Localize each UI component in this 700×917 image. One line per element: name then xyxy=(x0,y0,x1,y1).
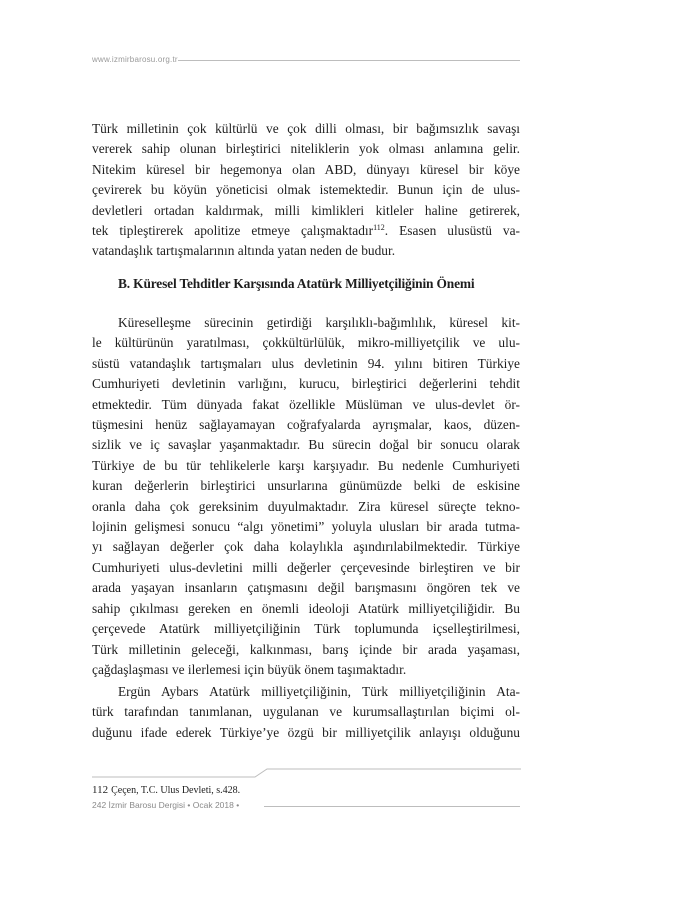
footnote-reference: 112 xyxy=(373,223,385,233)
paragraph-line: süstü vatandaşlık tartışmaları ulus devletinin 94. yılını bitiren Türkiye xyxy=(92,355,520,371)
paragraph-line: devletleri ortadan kaldırmak, milli kimlikleri kitleler haline getirerek, xyxy=(92,202,520,218)
footnote xyxy=(92,784,240,796)
paragraph-line: oranla daha çok gereksinim duyulmaktadır. Zira küresel süreçte tekno- xyxy=(92,498,520,514)
header-url: www.izmirbarosu.org.tr xyxy=(92,55,178,64)
paragraph-line: çevirerek bu köyün yöneticisi olmak istemektedir. Bunun için de ulus- xyxy=(92,182,520,198)
paragraph-line: Türk milletinin geleceği, kalkınması, barış içinde bir arada yaşaması, xyxy=(92,641,520,657)
paragraph-1 xyxy=(92,119,520,262)
paragraph-line: türk tarafından tanımlanan, uygulanan ve kurumsallaştırılan biçimi ol- xyxy=(92,704,520,720)
section-heading: B. Küresel Tehditler Karşısında Atatürk Milliyetçiliğinin Önemi xyxy=(118,276,475,291)
paragraph-line: arada yaşayan insanların çatışmasını değil barışmasını öngören tek ve xyxy=(92,580,520,596)
paragraph-line: sahip çıkılması gereken en önemli ideoloji Atatürk milliyetçiliğidir. Bu xyxy=(92,600,520,616)
page-footer: 242 İzmir Barosu Dergisi • Ocak 2018 • xyxy=(92,800,240,810)
paragraph-line: Türkiye de bu tür tehlikelerle karşı karşıyadır. Bu nedenle Cumhuriyeti xyxy=(92,457,520,473)
paragraph-line: vererek sahip olunan birleştirici niteliklerin yok olması anlamına gelir. xyxy=(92,141,520,157)
paragraph-line: Cumhuriyeti devletinin varlığını, kurucu, birleştirici değerlerini tehdit xyxy=(92,376,520,392)
paragraph-line: kuran değerlerin birleştirici unsurlarına günümüzde belki de eskisine xyxy=(92,478,520,494)
paragraph-line: Küreselleşme sürecinin getirdiği karşılıklı-bağımlılık, küresel kit- xyxy=(118,315,520,330)
paragraph-line: çağdaşlaşması ve ilerlemesi için büyük önem taşımaktadır. xyxy=(92,661,407,677)
paragraph-line: Türk milletinin çok kültürlü ve çok dilli olması, bir bağımsızlık savaşı xyxy=(92,121,520,136)
paragraph-line: tüşmesini henüz sağlayamayan coğrafyalarda ayrışmalar, kaos, düzen- xyxy=(92,417,520,433)
paragraph-line-with-footnote xyxy=(92,221,520,241)
paragraph-line: le kültürünün yaratılması, çokkültürlülük, mikro-milliyetçilik ve ulu- xyxy=(92,335,520,351)
paragraph-line: Cumhuriyeti ulus-devletini milli değerler çerçevesinde birleştiren ve bir xyxy=(92,559,520,575)
header-rule xyxy=(178,60,520,61)
paragraph-line-tail: . Esasen ulusüstü va- xyxy=(384,223,520,239)
paragraph-line: etmektedir. Tüm dünyada fakat özellikle Müslüman ve ulus-devlet ör- xyxy=(92,396,520,412)
paragraph-3 xyxy=(92,682,520,743)
footnote-number: 112 xyxy=(92,784,109,796)
footer-rule xyxy=(264,806,520,807)
paragraph-line: sizlik ve iç savaşlar yaşanmaktadır. Bu sürecin doğal bir sonucu olarak xyxy=(92,437,520,453)
footnote-text: Çeçen, T.C. Ulus Devleti, s.428. xyxy=(111,785,241,796)
paragraph-line: çerçevede Atatürk milliyetçiliğinin Türk toplumunda içselleştirilmesi, xyxy=(92,621,520,637)
paragraph-line: Nitekim küresel bir hegemonya olan ABD, dünyayı küresel bir köye xyxy=(92,161,520,177)
paragraph-line: duğunu ifade ederek Türkiye’ye özgü bir milliyetçilik anlayışı olduğunu xyxy=(92,724,520,740)
paragraph-line: Ergün Aybars Atatürk milliyetçiliğinin, Türk milliyetçiliğinin Ata- xyxy=(118,684,520,699)
footnote-separator-line xyxy=(92,765,522,779)
paragraph-2 xyxy=(92,313,520,680)
paragraph-line: yı sağlayan değerler çok daha kolaylıkla aşındırılabilmektedir. Türkiye xyxy=(92,539,520,555)
paragraph-line: vatandaşlık tartışmalarının altında yatan neden de budur. xyxy=(92,243,396,259)
paragraph-line: lojinin gelişmesi sonucu “algı yönetimi” yoluyla ulusları bir arada tutma- xyxy=(92,519,520,535)
paragraph-line-text: tek tipleştirerek apolitize etmeye çalışmaktadır xyxy=(92,223,374,239)
